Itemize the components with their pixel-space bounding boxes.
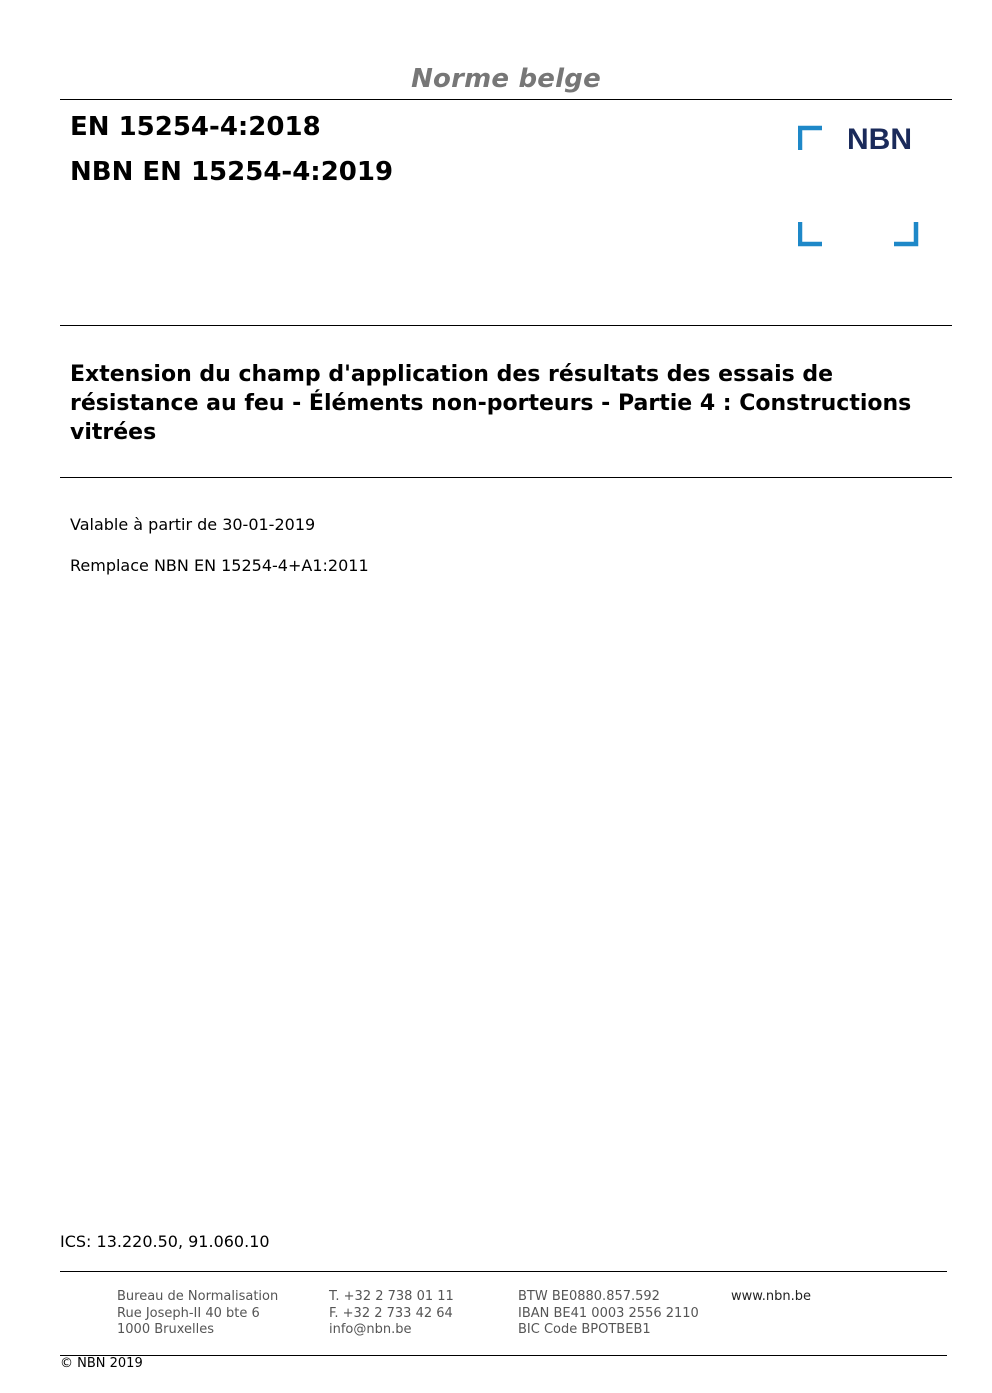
email-link[interactable]: info@nbn.be	[329, 1322, 412, 1337]
bic-code: BIC Code BPOTBEB1	[518, 1322, 651, 1337]
copyright: © NBN 2019	[60, 1356, 143, 1371]
nbn-logo	[798, 124, 920, 248]
header-title: Norme belge	[411, 64, 601, 94]
title-top-divider	[60, 325, 952, 326]
phone-number: T. +32 2 738 01 11	[329, 1289, 454, 1304]
title-bottom-divider	[60, 477, 952, 478]
nbn-standard-code: NBN EN 15254-4:2019	[70, 157, 394, 187]
header-divider	[60, 99, 952, 100]
footer-divider	[60, 1271, 947, 1272]
website-link[interactable]: www.nbn.be	[731, 1289, 811, 1304]
logo-text: NBN	[847, 124, 912, 156]
logo-bracket-bottom-right	[894, 222, 916, 244]
copyright-divider	[60, 1355, 947, 1356]
address-line: Bureau de Normalisation	[117, 1289, 279, 1304]
replaces-standard: Remplace NBN EN 15254-4+A1:2011	[70, 556, 369, 575]
ics-codes: ICS: 13.220.50, 91.060.10	[60, 1232, 270, 1251]
vat-number: BTW BE0880.857.592	[518, 1289, 660, 1304]
logo-bracket-bottom-left	[800, 222, 822, 244]
address-line: 1000 Bruxelles	[117, 1322, 215, 1337]
footer-website	[731, 1289, 811, 1306]
fax-number: F. +32 2 733 42 64	[329, 1305, 453, 1321]
logo-bracket-top-left	[800, 128, 822, 150]
footer-address	[117, 1289, 278, 1339]
valid-from-date: Valable à partir de 30-01-2019	[70, 515, 316, 534]
en-standard-code: EN 15254-4:2018	[70, 112, 321, 142]
footer-bank	[518, 1289, 699, 1339]
iban-number: IBAN BE41 0003 2556 2110	[518, 1305, 699, 1321]
address-line: Rue Joseph-II 40 bte 6	[117, 1305, 260, 1321]
footer-contact	[329, 1289, 454, 1339]
document-title: Extension du champ d'application des résultats des essais de résistance au feu - Éléments non-porteurs - Partie 4 : Constructions vitrées	[70, 362, 912, 445]
